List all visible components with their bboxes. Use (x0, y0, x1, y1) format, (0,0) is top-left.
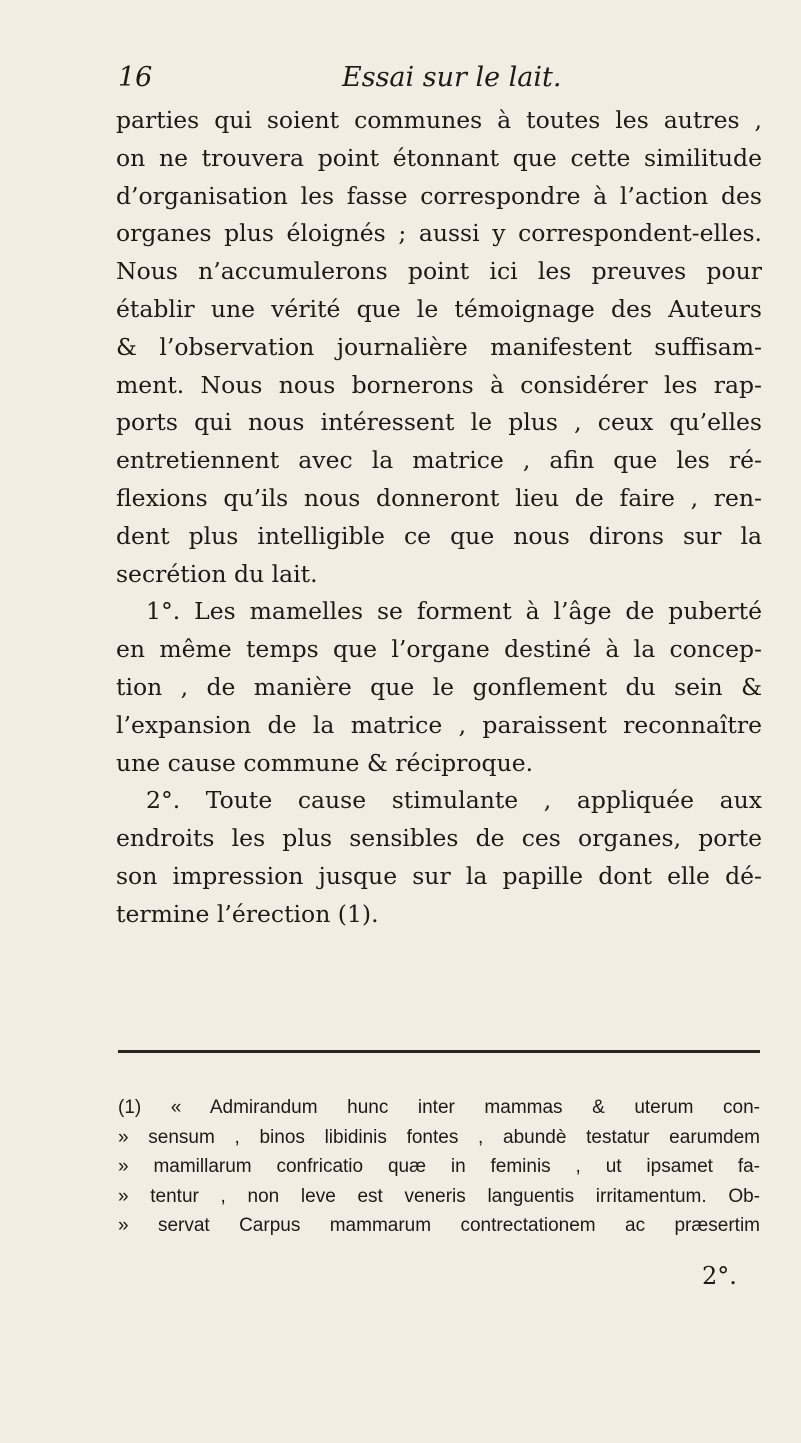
footnote-line: » mamillarum confricatio quæ in feminis , ut ipsamet fa- (118, 1156, 760, 1177)
body-line: entretiennent avec la matrice , afin que les ré- (116, 446, 762, 475)
body-line: ports qui nous intéressent le plus , ceux qu’elles (116, 408, 762, 437)
body-line: 1°. Les mamelles se forment à l’âge de puberté (146, 597, 762, 626)
body-line: ment. Nous nous bornerons à considérer les rap- (116, 370, 762, 399)
body-line: flexions qu’ils nous donneront lieu de faire , ren- (116, 483, 762, 512)
page-header (118, 62, 758, 102)
footnote-line: » sensum , binos libidinis fontes , abundè testatur earumdem (118, 1126, 760, 1148)
footnote-line: » servat Carpus mammarum contrectationem ac præsertim (118, 1215, 760, 1236)
body-line: secrétion du lait. (116, 559, 318, 588)
page-number: 16 (118, 62, 153, 93)
body-line: termine l’érection (1). (116, 899, 379, 928)
body-line: établir une vérité que le témoignage des Auteurs (116, 294, 762, 323)
body-line: l’expansion de la matrice , paraissent reconnaître (116, 710, 762, 739)
body-line: & l’observation journalière manifestent suffisam- (116, 332, 762, 361)
body-line: on ne trouvera point étonnant que cette similitude (116, 143, 762, 172)
catchword: 2°. (702, 1262, 737, 1290)
footnote-line: » tentur , non leve est veneris languentis irritamentum. Ob- (118, 1185, 760, 1207)
body-line: une cause commune & réciproque. (116, 748, 534, 777)
body-line: endroits les plus sensibles de ces organes, porte (116, 824, 762, 853)
body-line: dent plus intelligible ce que nous dirons sur la (116, 521, 762, 550)
body-text (116, 102, 762, 934)
body-line: tion , de manière que le gonflement du sein & (116, 672, 762, 701)
body-line: 2°. Toute cause stimulante , appliquée aux (146, 786, 762, 815)
body-line: Nous n’accumulerons point ici les preuves pour (116, 257, 762, 286)
body-line: son impression jusque sur la papille dont elle dé- (116, 861, 762, 890)
body-line: d’organisation les fasse correspondre à l’action des (116, 181, 762, 210)
body-line: parties qui soient communes à toutes les autres , (116, 106, 762, 134)
body-line: en même temps que l’organe destiné à la concep- (116, 635, 762, 664)
body-line: organes plus éloignés ; aussi y correspondent-elles. (116, 219, 762, 248)
footnote-line: (1) « Admirandum hunc inter mammas & uterum con- (118, 1097, 760, 1118)
footnote (118, 1093, 760, 1241)
running-head: Essai sur le lait. (342, 62, 562, 93)
footnote-rule (118, 1050, 760, 1053)
